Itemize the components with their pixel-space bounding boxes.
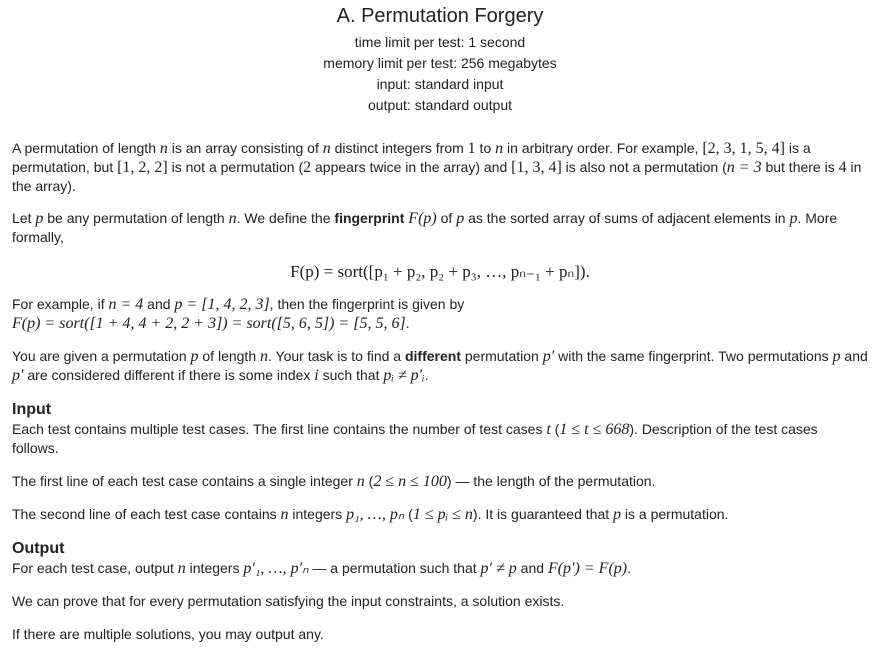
input-paragraph-1: Each test contains multiple test cases. The first line contains the number of test cases t (1 ≤ t ≤ 668). Description of the test cases follows. bbox=[12, 421, 818, 456]
legend-paragraph-4: You are given a permutation p of length n. Your task is to find a different permutation p′ with the same fingerprint. Two permutations p and p′ are considered different if there is some index i such that pᵢ ≠ p′ᵢ. bbox=[12, 348, 868, 384]
problem-title: A. Permutation Forgery bbox=[336, 5, 544, 27]
output-paragraph-3: If there are multiple solutions, you may output any. bbox=[12, 626, 324, 642]
fingerprint-term: fingerprint bbox=[334, 210, 405, 226]
output-file: output: standard output bbox=[368, 97, 512, 113]
different-term: different bbox=[404, 348, 461, 364]
legend bbox=[12, 139, 868, 385]
input-paragraph-3: The second line of each test case contains n integers p₁, …, pₙ (1 ≤ pᵢ ≤ n). It is guaranteed that p is a permutation. bbox=[12, 506, 729, 523]
output-paragraph-2: We can prove that for every permutation satisfying the input constraints, a solution exists. bbox=[12, 593, 565, 609]
input-file: input: standard input bbox=[376, 76, 504, 92]
input-specification bbox=[12, 400, 868, 524]
legend-paragraph-2: Let p be any permutation of length n. We define the fingerprint F(p) of p as the sorted array of sums of adjacent elements in p. More formally, bbox=[12, 210, 838, 245]
output-specification bbox=[12, 539, 868, 644]
input-section-title: Input bbox=[12, 401, 52, 418]
output-paragraph-1: For each test case, output n integers p′₁, …, p′ₙ — a permutation such that p′ ≠ p and F(p′) = F(p). bbox=[12, 560, 631, 577]
legend-paragraph-3: For example, if n = 4 and p = [1, 4, 2, 3], then the fingerprint is given by F(p) = sort([1 + 4, 4 + 2, 2 + 3]) = sort([5, 6, 5]) = [5, 5, 6]. bbox=[12, 296, 465, 332]
problem-header bbox=[12, 0, 868, 116]
time-limit: time limit per test: 1 second bbox=[354, 34, 526, 50]
memory-limit: memory limit per test: 256 megabytes bbox=[323, 55, 557, 71]
input-paragraph-2: The first line of each test case contains a single integer n (2 ≤ n ≤ 100) — the length of the permutation. bbox=[12, 473, 656, 490]
fingerprint-formula: F(p) = sort([p₁ + p₂, p₂ + p₃, …, pₙ₋₁ + pₙ]). bbox=[290, 262, 590, 281]
legend-paragraph-1: A permutation of length n is an array consisting of n distinct integers from 1 to n in arbitrary order. For example, [2, 3, 1, 5, 4] is a permutation, but [1, 2, 2] is not a permutation (2 appears twice in the array) and [1, 3, 4] is also not a permutation (n = 3 but there is 4 in the array). bbox=[12, 140, 862, 194]
output-section-title: Output bbox=[12, 540, 65, 557]
